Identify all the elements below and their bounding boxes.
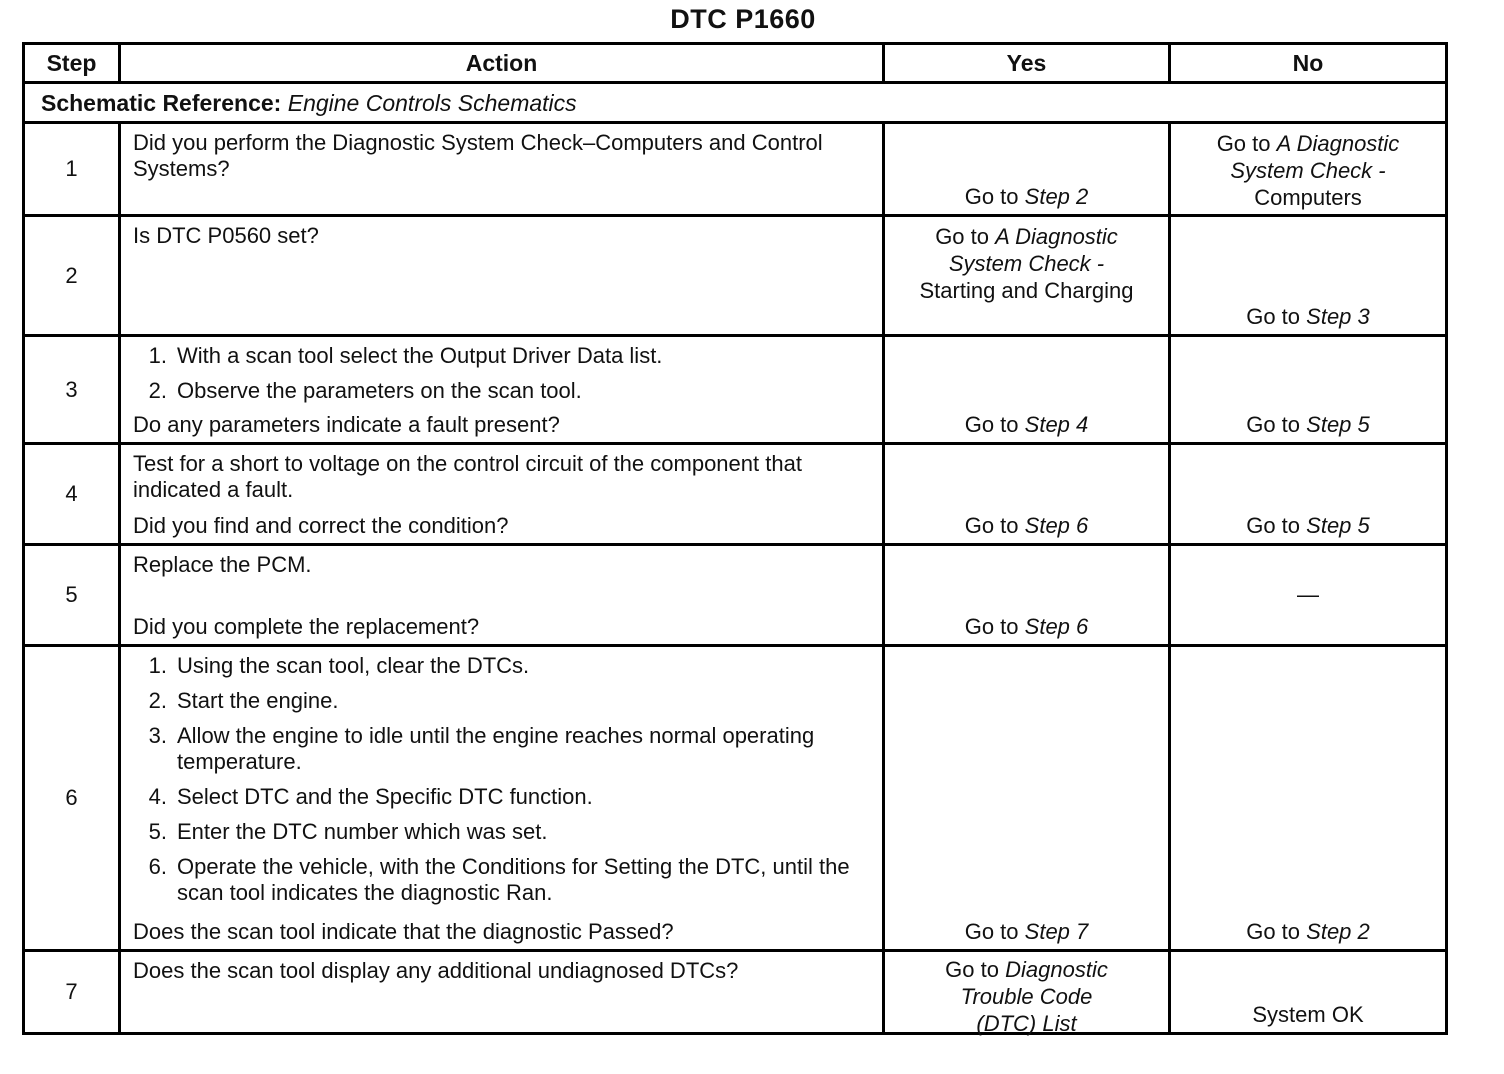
step-number: 3 [25, 337, 121, 442]
no-cell [1171, 445, 1445, 543]
action-text: Does the scan tool display any additional undiagnosed DTCs? [133, 958, 739, 983]
table-row [25, 121, 1445, 214]
step-number: 4 [25, 445, 121, 543]
step-number: 5 [25, 546, 121, 644]
list-item: 5. Enter the DTC number which was set. [148, 819, 548, 844]
action-question: Does the scan tool indicate that the diagnostic Passed? [133, 919, 674, 944]
yes-cell [885, 647, 1171, 949]
action-cell [121, 952, 885, 1032]
no-prefix: Go to [1246, 304, 1301, 329]
action-text: Is DTC P0560 set? [133, 223, 319, 248]
no-target: Step 3 [1306, 304, 1370, 329]
substep-list [133, 653, 866, 906]
list-item: 4. Select DTC and the Specific DTC function. [148, 784, 593, 809]
no-prefix: Go to [1246, 513, 1301, 538]
action-cell [121, 337, 885, 442]
yes-prefix: Go to [964, 614, 1019, 639]
no-cell [1171, 337, 1445, 442]
action-text: Test for a short to voltage on the control circuit of the component that indicated a fault. [133, 451, 802, 502]
header-step: Step [25, 45, 121, 81]
yes-cell [885, 124, 1171, 214]
yes-prefix: Go to [935, 224, 989, 249]
action-question: Did you find and correct the condition? [133, 513, 509, 538]
substep-list [133, 343, 866, 404]
page-title: DTC P1660 [670, 4, 816, 34]
schematic-label: Schematic Reference: [41, 90, 282, 116]
list-item: 3. Allow the engine to idle until the engine reaches normal operating temperature. [148, 723, 815, 774]
yes-suffix: Starting and Charging [919, 278, 1134, 303]
no-target: Step 5 [1306, 513, 1370, 538]
header-action: Action [121, 45, 885, 81]
yes-cell [885, 445, 1171, 543]
table-row [25, 543, 1445, 644]
no-cell [1171, 952, 1445, 1032]
yes-cell [885, 217, 1171, 334]
header-yes: Yes [885, 45, 1171, 81]
no-result: System OK [1252, 1002, 1364, 1027]
table-row [25, 214, 1445, 334]
yes-target: Step 6 [1024, 614, 1089, 639]
yes-target: Step 6 [1024, 513, 1089, 538]
no-target: A Diagnostic System Check - [1230, 131, 1400, 183]
no-cell [1171, 217, 1445, 334]
yes-prefix: Go to [964, 513, 1019, 538]
table-header-row [25, 45, 1445, 81]
no-cell [1171, 124, 1445, 214]
table-row [25, 442, 1445, 543]
schematic-reference-row [25, 81, 1445, 121]
yes-cell [885, 546, 1171, 644]
yes-prefix: Go to [964, 184, 1019, 209]
yes-cell [885, 337, 1171, 442]
action-text: Did you perform the Diagnostic System Check–Computers and Control Systems? [133, 130, 823, 181]
list-item: 1. Using the scan tool, clear the DTCs. [148, 653, 530, 678]
action-cell [121, 124, 885, 214]
no-prefix: Go to [1216, 131, 1271, 156]
yes-prefix: Go to [964, 919, 1019, 944]
yes-target: A Diagnostic System Check - [948, 224, 1118, 276]
step-number: 6 [25, 647, 121, 949]
yes-prefix: Go to [945, 957, 999, 982]
no-prefix: Go to [1246, 412, 1301, 437]
step-number: 1 [25, 124, 121, 214]
yes-target: Step 7 [1024, 919, 1089, 944]
table-row [25, 949, 1445, 1036]
action-cell [121, 647, 885, 949]
no-cell [1171, 546, 1445, 644]
no-target: Step 2 [1306, 919, 1370, 944]
header-no: No [1292, 49, 1324, 76]
no-prefix: Go to [1246, 919, 1301, 944]
schematic-value: Engine Controls Schematics [287, 90, 577, 116]
list-item: 2. Start the engine. [148, 688, 339, 713]
yes-target: Diagnostic Trouble Code (DTC) List [960, 957, 1108, 1036]
no-suffix: Computers [1254, 185, 1362, 210]
no-dash: — [1297, 582, 1319, 607]
diagnostic-table [22, 42, 1448, 1035]
yes-target: Step 4 [1024, 412, 1089, 437]
yes-target: Step 2 [1024, 184, 1089, 209]
list-item: 1. With a scan tool select the Output Driver Data list. [148, 343, 663, 368]
action-question: Did you complete the replacement? [133, 614, 480, 639]
step-number: 2 [25, 217, 121, 334]
yes-cell [885, 952, 1171, 1036]
action-cell [121, 546, 885, 644]
yes-prefix: Go to [964, 412, 1019, 437]
action-text: Replace the PCM. [133, 552, 312, 577]
list-item: 2. Observe the parameters on the scan tool. [148, 378, 582, 403]
table-row [25, 334, 1445, 442]
table-row [25, 644, 1445, 949]
action-cell [121, 217, 885, 334]
list-item: 6. Operate the vehicle, with the Conditions for Setting the DTC, until the scan tool indicates the diagnostic Ran. [148, 854, 850, 905]
step-number: 7 [25, 952, 121, 1032]
action-question: Do any parameters indicate a fault present? [133, 412, 560, 437]
no-cell [1171, 647, 1445, 949]
action-cell [121, 445, 885, 543]
no-target: Step 5 [1306, 412, 1370, 437]
